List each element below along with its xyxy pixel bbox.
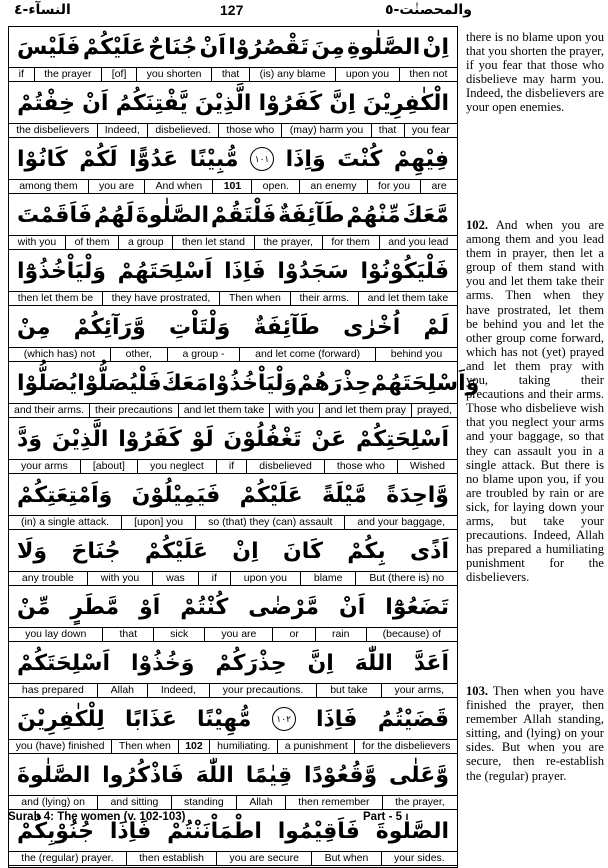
arabic-line: [9, 307, 457, 347]
arabic-word: جُنُوْبِكُمْ: [17, 818, 94, 844]
english-gloss: then let stand: [172, 236, 253, 249]
english-gloss: sick: [153, 628, 204, 641]
arabic-word: تَقْصُرُوْا: [228, 34, 309, 60]
arabic-word: فَاِذَا: [315, 706, 358, 732]
arabic-word: وَاَمْتِعَتِكُمْ: [17, 482, 113, 508]
english-gloss: humiliating.: [209, 740, 277, 753]
arabic-word: حِذْرَهُمْ: [297, 370, 371, 396]
arabic-line: [9, 195, 457, 235]
arabic-word: وَدَّ: [17, 426, 42, 452]
english-gloss: if: [198, 572, 230, 585]
english-gloss: Then when: [219, 292, 290, 305]
arabic-word: تَغْفُلُوْنَ: [223, 426, 302, 452]
arabic-word: وَلْيَاْخُذُوْا: [208, 370, 298, 396]
arabic-word: وَّعَلٰى: [389, 762, 449, 788]
english-gloss: open.: [251, 180, 299, 193]
arabic-word: لَوْ: [191, 426, 214, 452]
arabic-word: وَّاحِدَةً: [386, 482, 449, 508]
arabic-word: اَسْلِحَتِكُمْ: [355, 426, 449, 452]
translation-block-101: [466, 30, 604, 115]
arabic-word: الَّذِيْنَ: [51, 426, 109, 452]
arabic-word: اِنَّ: [329, 90, 356, 116]
arabic-line: [9, 699, 457, 739]
arabic-word: فَاِذَا: [109, 818, 152, 844]
english-gloss-line: [9, 235, 457, 250]
arabic-word: كَانَ: [283, 538, 323, 564]
english-gloss: those who: [218, 124, 281, 137]
english-gloss: Wished: [397, 460, 457, 473]
arabic-line: [9, 139, 457, 179]
english-gloss: for them: [322, 236, 379, 249]
english-gloss: your arms: [21, 460, 68, 472]
arabic-line: [9, 755, 457, 795]
arabic-line: [9, 643, 457, 683]
arabic-line: [9, 363, 480, 403]
english-gloss-line: [9, 795, 457, 810]
translation-text: And when you are among them and you lead them in prayer, then let a group of them stand with you and let them take their arms. Then when they have prostrated, let them be behind you and let the other group come forward, which has not (yet) prayed and let them pray with you, taking their precautions and their arms. Those who disbelieve wish that you neglect your arms and your baggage, so that they can assault you in a single attack. But there is no blame upon you, if you are troubled by rain or are sick, for laying down your arms, but take your precautions. Indeed, Allah has prepared a humiliating punishment for the disbelievers.: [466, 218, 604, 585]
english-gloss: then let them be: [17, 292, 94, 304]
arabic-word: وَاَسْلِحَتَهُمْ: [370, 370, 480, 396]
english-gloss: (is) any blame: [249, 68, 335, 81]
english-gloss: are: [420, 180, 457, 193]
arabic-word: مَعَكَ: [161, 370, 209, 396]
english-gloss: the prayer: [34, 68, 102, 81]
english-gloss: a group -: [167, 348, 240, 361]
arabic-word: فَاَقَمْتَ: [17, 202, 93, 228]
english-gloss-line: [9, 291, 457, 306]
english-gloss: the (regular) prayer.: [21, 852, 114, 864]
ayah-marker: ١٠١: [250, 147, 274, 171]
arabic-word: فَيَمِيْلُوْنَ: [131, 482, 221, 508]
arabic-line: [9, 27, 457, 67]
arabic-word: طَآئِفَةٌ: [253, 314, 320, 340]
arabic-word: الْكٰفِرِيْنَ: [362, 90, 449, 116]
english-gloss: for you: [367, 180, 421, 193]
arabic-word: الصَّلٰوةَ: [375, 818, 449, 844]
english-gloss: blame: [300, 572, 355, 585]
english-gloss: the prayer,: [382, 796, 457, 809]
arabic-word: وَّقُعُوْدًا: [304, 762, 378, 788]
english-gloss: a group: [118, 236, 172, 249]
arabic-line: [9, 83, 457, 123]
page-number: 127: [220, 2, 244, 18]
arabic-word: عَلَيْكُمْ: [82, 34, 146, 60]
arabic-word: خِفْتُمْ: [17, 90, 75, 116]
arabic-word: مِّنْهُمْ: [346, 202, 401, 228]
arabic-word: وَلْيَاْخُذُوْٓا: [17, 258, 106, 284]
english-gloss: But (there is) no: [355, 572, 457, 585]
english-gloss: and (lying) on: [21, 796, 85, 808]
arabic-line: [9, 251, 457, 291]
english-gloss: behind you: [375, 348, 457, 361]
arabic-word: بِكُمْ: [347, 538, 386, 564]
arabic-word: اِنْ: [422, 34, 449, 60]
arabic-word: اللّٰهَ: [354, 650, 393, 676]
arabic-word: عَلَيْكُمْ: [239, 482, 303, 508]
arabic-word: كَفَرُوْا: [258, 90, 323, 116]
arabic-word: حِذْرَكُمْ: [215, 650, 287, 676]
english-gloss-line: [9, 571, 457, 586]
arabic-word: لَمْ: [423, 314, 449, 340]
english-gloss: any trouble: [21, 572, 74, 584]
arabic-word: فَاَقِيْمُوا: [277, 818, 360, 844]
arabic-line: [9, 419, 457, 459]
english-gloss: so (that) they (can) assault: [195, 516, 344, 529]
arabic-word: اَنْ: [339, 594, 366, 620]
english-gloss: you are: [204, 628, 272, 641]
arabic-word: لِلْكٰفِرِيْنَ: [17, 706, 105, 732]
arabic-word: اَوْ: [139, 594, 161, 620]
english-gloss: you lay down: [25, 628, 87, 640]
english-gloss: you neglect: [137, 460, 216, 473]
english-gloss: has prepared: [21, 684, 84, 696]
english-gloss: other,: [110, 348, 167, 361]
english-gloss: and your baggage,: [344, 516, 457, 529]
english-gloss: your arms,: [381, 684, 457, 697]
english-gloss-line: [9, 347, 457, 362]
english-gloss-line: [9, 179, 457, 194]
english-gloss: Allah: [97, 684, 147, 697]
arabic-word: اَسْلِحَتَهُمْ: [117, 258, 213, 284]
arabic-word: وَلَا: [17, 538, 48, 564]
arabic-word: فَاذْكُرُوا: [102, 762, 184, 788]
english-gloss: and sitting: [97, 796, 170, 809]
english-gloss: you (have) finished: [15, 740, 105, 752]
english-gloss: But when: [311, 852, 380, 865]
english-gloss: and let them take: [358, 292, 457, 305]
english-gloss: if: [18, 68, 24, 80]
english-gloss: the prayer,: [254, 236, 322, 249]
english-gloss: standing: [171, 796, 236, 809]
surah-name-header: النسآء-٤: [14, 2, 71, 18]
arabic-word: الصَّلٰوةَ: [17, 762, 91, 788]
arabic-word: اللّٰهَ: [195, 762, 234, 788]
arabic-word: مَّرْضٰى: [248, 594, 320, 620]
english-gloss: then not: [399, 68, 457, 81]
english-gloss: disbelieved: [246, 460, 324, 473]
arabic-word: قِيٰمًا: [245, 762, 293, 788]
english-gloss: 102: [178, 740, 210, 753]
english-gloss: and let come (forward): [239, 348, 375, 361]
english-gloss: if: [216, 460, 246, 473]
english-gloss: you are secure: [216, 852, 311, 865]
page-header: [0, 0, 608, 24]
english-gloss: with you: [17, 236, 57, 248]
translation-block-102: [466, 218, 604, 584]
arabic-word: فِيْهِمْ: [393, 146, 449, 172]
english-gloss: then establish: [126, 852, 216, 865]
english-gloss: your precautions.: [209, 684, 316, 697]
english-gloss: and let them take: [178, 404, 270, 417]
arabic-word: مَّيْلَةً: [321, 482, 367, 508]
english-gloss: an enemy: [299, 180, 367, 193]
english-gloss: the disbelievers: [16, 124, 90, 136]
english-gloss: 101: [212, 180, 251, 193]
english-gloss: Allah: [236, 796, 285, 809]
english-gloss: rain: [315, 628, 366, 641]
arabic-word: مِنَ: [311, 34, 345, 60]
english-gloss: [upon] you: [121, 516, 195, 529]
english-gloss: upon you: [230, 572, 300, 585]
arabic-word: وَاِذَا: [285, 146, 326, 172]
english-gloss: And when: [144, 180, 212, 193]
arabic-word: اَنْ: [82, 90, 109, 116]
arabic-word: مِّنْ: [17, 594, 51, 620]
footer-part: Part - 5: [363, 811, 402, 823]
english-gloss: prayed,: [411, 404, 457, 417]
english-gloss: they have prostrated,: [102, 292, 219, 305]
arabic-word: مُّهِيْنًا: [197, 706, 252, 732]
english-gloss: you shorten: [136, 68, 211, 81]
translation-block-103: [466, 684, 604, 783]
arabic-word: فَلْيُصَلُّوْا: [77, 370, 162, 396]
english-gloss: that: [102, 628, 153, 641]
arabic-word: الصَّلٰوةَ: [135, 202, 210, 228]
arabic-line: [9, 475, 457, 515]
arabic-word: مُّبِيْنًا: [189, 146, 239, 172]
arabic-word: كُنْتَ: [337, 146, 383, 172]
english-gloss: those who: [324, 460, 397, 473]
english-gloss: [of]: [101, 68, 136, 81]
arabic-word: سَجَدُوْا: [277, 258, 349, 284]
english-gloss-line: [9, 67, 457, 82]
arabic-word: اَذًى: [410, 538, 449, 564]
english-gloss: that: [211, 68, 249, 81]
arabic-word: الَّذِيْنَ: [194, 90, 252, 116]
arabic-word: جُنَاحٌ: [148, 34, 198, 60]
english-gloss: of them: [65, 236, 118, 249]
english-gloss: a punishment: [277, 740, 354, 753]
arabic-word: عَدُوًّا: [129, 146, 179, 172]
arabic-word: عَلَيْكُمْ: [144, 538, 208, 564]
arabic-word: مَّطَرٍ: [70, 594, 120, 620]
translation-text: Then when you have finished the prayer, then remember Allah standing, sitting, and (lying) on your sides. But when you are secure, then re-establish the (regular) prayer.: [466, 684, 605, 783]
english-gloss: upon you: [335, 68, 399, 81]
arabic-word: كَفَرُوْا: [118, 426, 182, 452]
footer-surah: Surah 4: The women (v. 102-103): [8, 811, 186, 823]
arabic-word: فَاِذَا: [224, 258, 266, 284]
english-gloss: with you: [87, 572, 152, 585]
arabic-word: يَّفْتِنَكُمُ: [115, 90, 188, 116]
arabic-word: لَهُمُ: [93, 202, 134, 228]
verse-number: 103.: [466, 684, 489, 698]
arabic-word: اَنْ: [199, 34, 226, 60]
juz-name-header: والمحصنٰت-٥: [385, 2, 472, 18]
translation-text: there is no blame upon you that you shorten the prayer, if you fear that those who disbelieve may harm you. Indeed, the disbelievers are your open enemies.: [466, 30, 604, 115]
arabic-word: عَذَابًا: [124, 706, 177, 732]
arabic-word: فَلْتَقُمْ: [210, 202, 277, 228]
arabic-word: عَنْ: [311, 426, 347, 452]
arabic-word: مَّعَكَ: [402, 202, 449, 228]
arabic-word: مِنْ: [17, 314, 51, 340]
english-gloss: and their arms.: [14, 404, 85, 416]
english-gloss: among them: [19, 180, 78, 192]
arabic-word: وَّرَآئِكُمْ: [73, 314, 146, 340]
english-gloss: your sides.: [381, 852, 457, 865]
english-gloss-line: [9, 403, 457, 418]
english-gloss: (in) a single attack.: [20, 516, 110, 528]
arabic-word: اَعَدَّ: [413, 650, 449, 676]
english-gloss: and let them pray: [319, 404, 411, 417]
english-gloss: but take: [316, 684, 380, 697]
arabic-word: لَكُمْ: [79, 146, 118, 172]
arabic-word: وَخُذُوْا: [130, 650, 195, 676]
english-gloss-line: [9, 627, 457, 642]
arabic-word: اِنْ: [232, 538, 259, 564]
english-gloss-line: [9, 459, 457, 474]
english-gloss: Indeed,: [147, 684, 209, 697]
arabic-word: وَلْتَاْتِ: [169, 314, 231, 340]
english-gloss: (which has) not: [23, 348, 95, 360]
english-gloss: or: [272, 628, 314, 641]
english-gloss: Then when: [111, 740, 177, 753]
english-gloss: you fear: [404, 124, 457, 137]
english-gloss: you are: [88, 180, 144, 193]
arabic-word: كُنْتُمْ: [180, 594, 229, 620]
arabic-word: الصَّلٰوةِ: [347, 34, 421, 60]
arabic-line: [9, 531, 457, 571]
arabic-word: اِنَّ: [307, 650, 334, 676]
arabic-word: يُصَلُّوْا: [17, 370, 78, 396]
english-gloss: (may) harm you: [281, 124, 370, 137]
english-gloss-line: [9, 683, 457, 698]
verse-number: 102.: [466, 218, 489, 232]
english-gloss: Indeed,: [97, 124, 148, 137]
english-gloss-line: [9, 739, 457, 754]
arabic-word: اَسْلِحَتَكُمْ: [17, 650, 111, 676]
arabic-word: فَلْيَكُوْنُوْا: [360, 258, 449, 284]
english-gloss: their arms.: [290, 292, 358, 305]
english-gloss: and you lead: [379, 236, 458, 249]
arabic-word: اطْمَاْنَنْتُمْ: [167, 818, 262, 844]
arabic-word: طَآئِفَةٌ: [278, 202, 345, 228]
english-gloss: disbelieved.: [147, 124, 218, 137]
english-gloss-line: [9, 515, 457, 530]
arabic-word: كَانُوْا: [17, 146, 68, 172]
english-gloss-line: [9, 123, 457, 138]
english-gloss: with you: [269, 404, 319, 417]
ayah-marker: ١٠٢: [272, 707, 296, 731]
arabic-word: قَضَيْتُمُ: [377, 706, 449, 732]
arabic-word: تَضَعُوْٓا: [385, 594, 449, 620]
english-gloss: that: [371, 124, 404, 137]
english-gloss: was: [152, 572, 198, 585]
english-gloss: their precautions: [89, 404, 178, 417]
arabic-word: جُنَاحَ: [71, 538, 121, 564]
english-gloss: for the disbelievers: [354, 740, 457, 753]
arabic-word: اُخْرٰى: [343, 314, 401, 340]
english-gloss: [about]: [80, 460, 137, 473]
english-gloss: then remember: [285, 796, 382, 809]
english-gloss: (because) of: [366, 628, 458, 641]
arabic-word: فَلَيْسَ: [17, 34, 81, 60]
arabic-line: [9, 587, 457, 627]
english-gloss-line: [9, 851, 457, 866]
